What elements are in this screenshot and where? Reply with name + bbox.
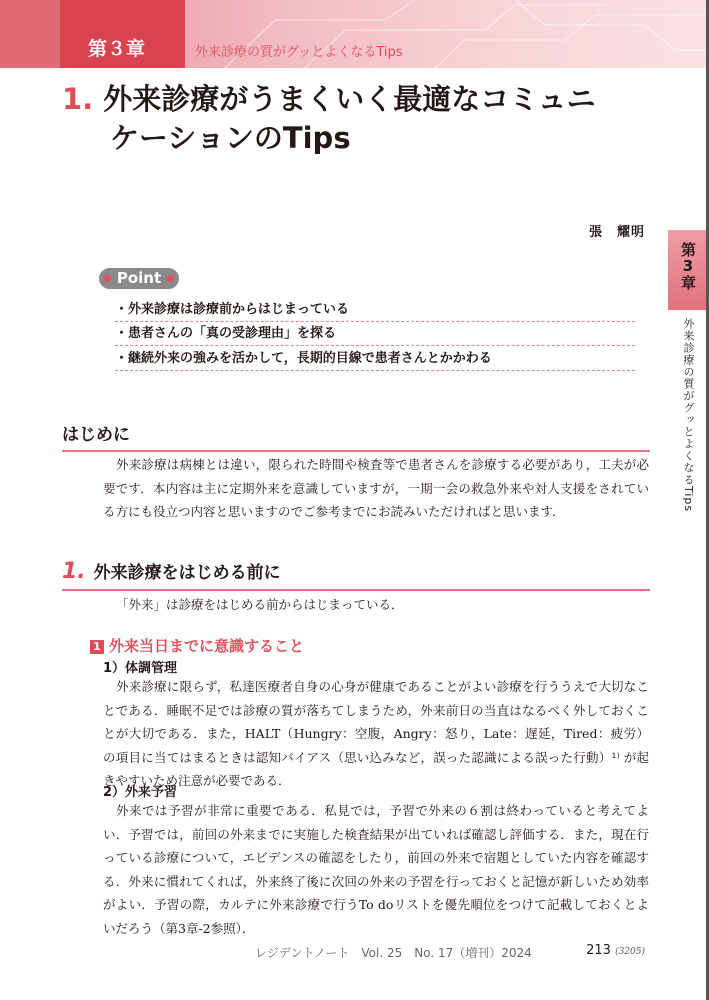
point-badge: Point [99,268,179,289]
point-item: ・外来診療は診療前からはじまっている [115,298,635,322]
item-heading: 1）体調管理 [103,661,178,676]
page-title [62,80,596,158]
subsection-heading [90,635,304,656]
intro-paragraph: 外来診療は病棟とは違い，限られた時間や検査等で患者さんを診療する必要があり，工夫が必要です．本内容は主に定期外来を意識していますが，一期一会の救急外来や対人支援をされている方にも役立つ内容と思いますのでご参考までにお読みいただければと思います． [103,457,649,519]
side-chapter-tab [668,230,709,310]
author: 張 耀明 [588,225,645,240]
item-paragraph: 外来診療に限らず，私達医療者自身の心身が健康であることがよい診療を行ううえで大切なことである．睡眠不足では診療の質が落ちてしまうため，外来前日の当直はなるべく外しておくことが大切である．また，HALT（Hungry：空腹，Angry：怒り，Late：遅延，Tired：疲労）の項目に当てはまるときは認知バイアス（思い込みなど，誤った認識による誤った行動）¹⁾ が起きやすいため注意が必要である． [103,679,649,788]
side-tab-text: 外来診療の質がグッとよくなるTips [682,318,695,513]
section-number: 1. [62,559,86,584]
title-line2: ケーションのTips [110,121,351,155]
section-heading-text: 外来診療をはじめる前に [93,563,281,583]
total-page-number: (3205) [615,947,645,957]
chapter-label: 第３章 [88,38,146,60]
intro-heading: はじめに [62,420,650,452]
chapter-subtitle: 外来診療の質がグッとよくなるTips [195,45,403,60]
section1-lead: 「外来」は診療をはじめる前からはじまっている． [116,597,404,612]
journal-footer: レジデントノート Vol. 25 No. 17（増刊）2024 [255,946,532,960]
title-number: 1. [62,82,94,116]
point-item: ・患者さんの「真の受診理由」を探る [115,322,635,346]
side-tab-chapter: 第3章 [679,242,697,290]
chapter-label-box [60,0,185,68]
subsection-number: 1 [90,640,104,654]
point-item: ・継続外来の強みを活かして，長期的目線で患者さんとかかわる [115,347,635,371]
section1-heading [62,558,650,591]
title-line1: 外来診療がうまくいく最適なコミュニ [103,82,596,116]
item-heading: 2）外来予習 [103,785,178,800]
header-left-strip [0,0,60,68]
item-paragraph: 外来では予習が非常に重要である．私見では，予習で外来の６割は終わっていると考えてよい．予習では，前回の外来までに実施した検査結果が出ていれば確認し評価する．また，現在行っている診療について，エビデンスの確認をしたり，前回の外来で宿題としていた内容を確認する．外来に慣れてくれば，外来終了後に次回の外来の予習を行っておくと記憶が新しいため効率がよい．予習の際，カルテに外来診療で行うTo doリストを優先順位をつけて記載しておくとよいだろう（第3章-2参照）． [103,803,649,936]
page-number: 213 (3205) [586,943,645,958]
subsection-heading-text: 外来当日までに意識すること [109,637,305,655]
